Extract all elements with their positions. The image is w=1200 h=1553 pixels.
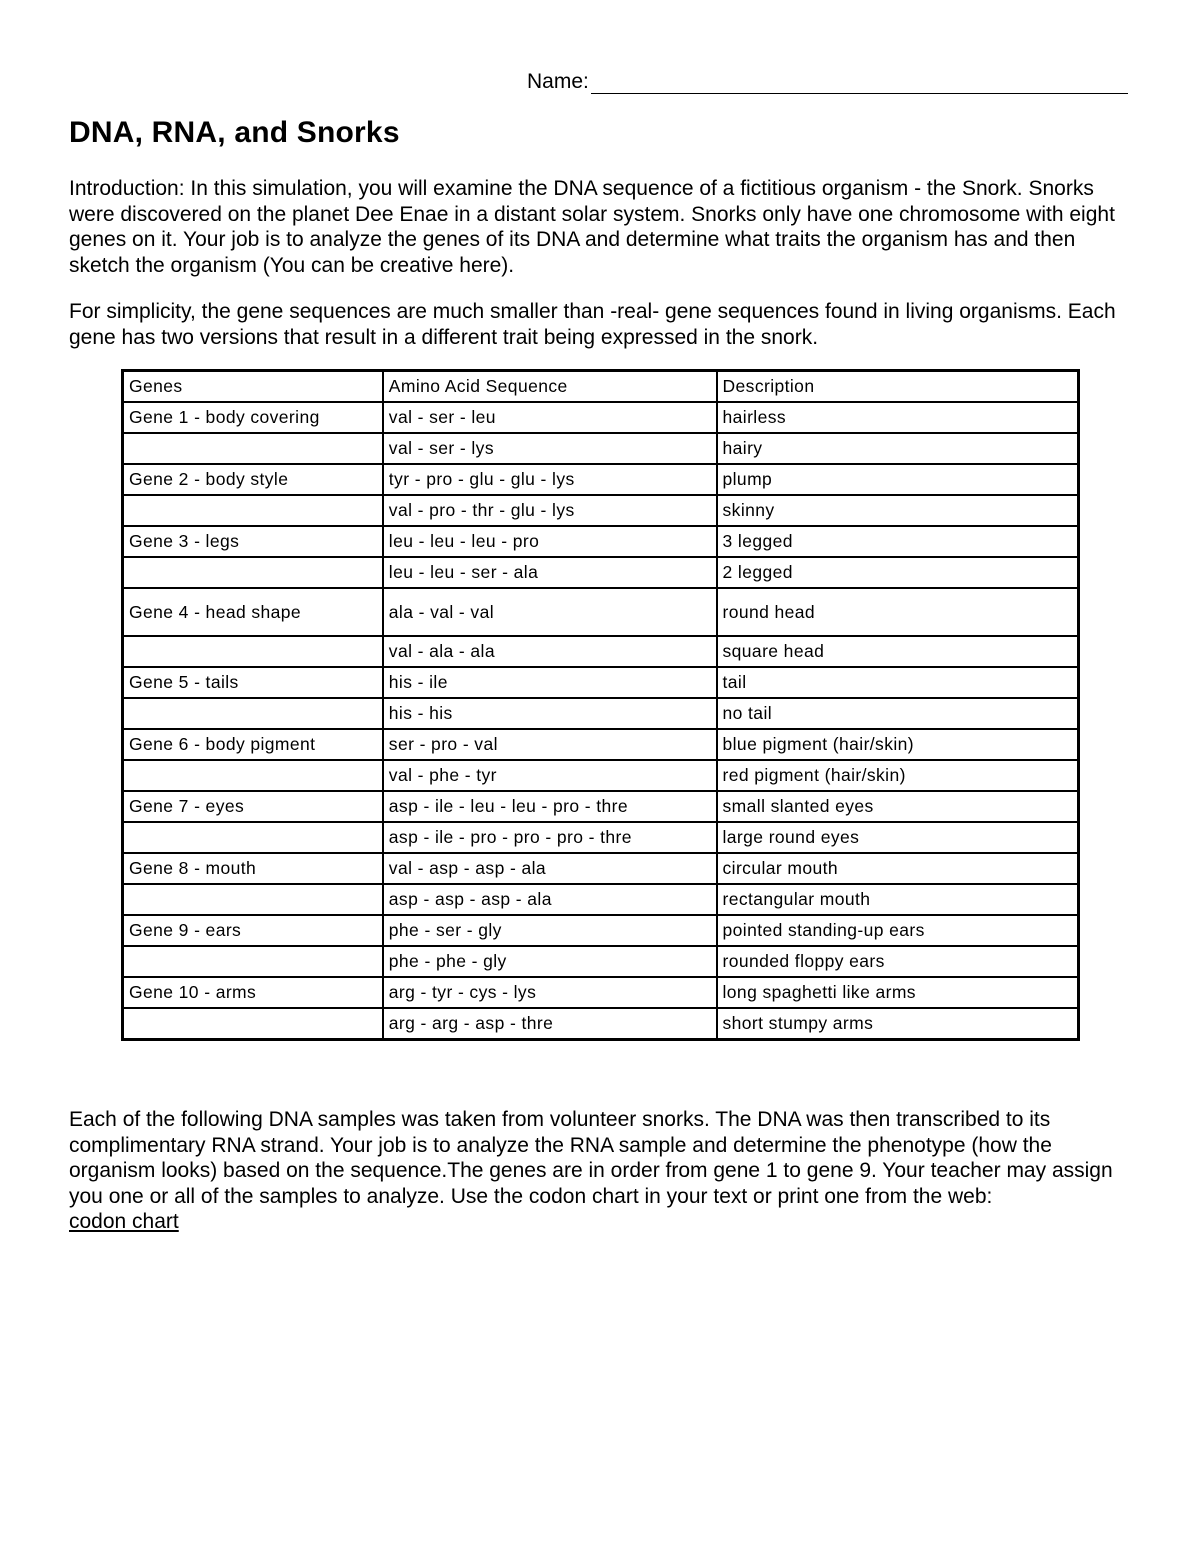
description-cell: plump — [717, 464, 1078, 495]
sequence-cell: his - ile — [383, 667, 717, 698]
gene-cell: Gene 10 - arms — [123, 977, 383, 1008]
sequence-cell: tyr - pro - glu - glu - lys — [383, 464, 717, 495]
gene-cell — [123, 495, 383, 526]
sequence-cell: val - pro - thr - glu - lys — [383, 495, 717, 526]
table-row — [123, 667, 1078, 698]
sequence-cell: leu - leu - leu - pro — [383, 526, 717, 557]
gene-cell — [123, 433, 383, 464]
sequence-cell: ser - pro - val — [383, 729, 717, 760]
table-row — [123, 698, 1078, 729]
sequence-cell: phe - ser - gly — [383, 915, 717, 946]
gene-cell: Gene 4 - head shape — [123, 588, 383, 636]
sequence-cell: leu - leu - ser - ala — [383, 557, 717, 588]
description-cell: square head — [717, 636, 1078, 667]
samples-text: Each of the following DNA samples was taken from volunteer snorks. The DNA was then transcribed to its complimentary RNA strand. Your job is to analyze the RNA sample and determine the phenotype (how the organism looks) based on the sequence.The genes are in order from gene 1 to gene 9. Your teacher may assign you one or all of the samples to analyze. Use the codon chart in your text or print one from the web: — [69, 1108, 1113, 1208]
description-cell: round head — [717, 588, 1078, 636]
gene-cell — [123, 760, 383, 791]
description-cell: hairy — [717, 433, 1078, 464]
name-label: Name: — [527, 70, 589, 93]
table-row — [123, 822, 1078, 853]
gene-cell: Gene 3 - legs — [123, 526, 383, 557]
codon-chart-link[interactable]: codon chart — [69, 1210, 179, 1233]
gene-cell — [123, 1008, 383, 1039]
gene-table — [121, 369, 1080, 1041]
gene-cell: Gene 7 - eyes — [123, 791, 383, 822]
description-cell: blue pigment (hair/skin) — [717, 729, 1078, 760]
table-row — [123, 760, 1078, 791]
description-cell: skinny — [717, 495, 1078, 526]
header-amino-acid-sequence: Amino Acid Sequence — [383, 371, 717, 402]
simplicity-paragraph: For simplicity, the gene sequences are much smaller than -real- gene sequences found in living organisms. Each gene has two versions that result in a different trait being expressed in the snork. — [69, 300, 1116, 349]
gene-cell: Gene 2 - body style — [123, 464, 383, 495]
table-row — [123, 464, 1078, 495]
description-cell: no tail — [717, 698, 1078, 729]
name-field — [527, 70, 1128, 94]
sequence-cell: val - ser - lys — [383, 433, 717, 464]
description-cell: large round eyes — [717, 822, 1078, 853]
table-row — [123, 977, 1078, 1008]
description-cell: short stumpy arms — [717, 1008, 1078, 1039]
description-cell: 2 legged — [717, 557, 1078, 588]
gene-cell — [123, 557, 383, 588]
description-cell: pointed standing-up ears — [717, 915, 1078, 946]
gene-cell: Gene 5 - tails — [123, 667, 383, 698]
gene-cell — [123, 698, 383, 729]
table-row — [123, 791, 1078, 822]
sequence-cell: his - his — [383, 698, 717, 729]
description-cell: circular mouth — [717, 853, 1078, 884]
table-row — [123, 636, 1078, 667]
sequence-cell: ala - val - val — [383, 588, 717, 636]
gene-cell: Gene 6 - body pigment — [123, 729, 383, 760]
gene-cell: Gene 9 - ears — [123, 915, 383, 946]
sequence-cell: asp - asp - asp - ala — [383, 884, 717, 915]
description-cell: rounded floppy ears — [717, 946, 1078, 977]
sequence-cell: arg - arg - asp - thre — [383, 1008, 717, 1039]
description-cell: tail — [717, 667, 1078, 698]
intro-paragraph: Introduction: In this simulation, you will examine the DNA sequence of a fictitious organism - the Snork. Snorks were discovered on the planet Dee Enae in a distant solar system. Snorks only have one chromosome with eight genes on it. Your job is to analyze the genes of its DNA and determine what traits the organism has and then sketch the organism (You can be creative here). — [69, 177, 1115, 277]
sequence-cell: val - ser - leu — [383, 402, 717, 433]
table-row — [123, 588, 1078, 636]
table-row — [123, 402, 1078, 433]
gene-cell — [123, 822, 383, 853]
sequence-cell: val - ala - ala — [383, 636, 717, 667]
description-cell: hairless — [717, 402, 1078, 433]
sequence-cell: val - asp - asp - ala — [383, 853, 717, 884]
table-row — [123, 1008, 1078, 1039]
samples-paragraph — [69, 1107, 1139, 1235]
table-row — [123, 557, 1078, 588]
table-row — [123, 884, 1078, 915]
table-row — [123, 495, 1078, 526]
sequence-cell: val - phe - tyr — [383, 760, 717, 791]
sequence-cell: asp - ile - pro - pro - pro - thre — [383, 822, 717, 853]
table-header-row — [123, 371, 1078, 402]
table-row — [123, 853, 1078, 884]
gene-cell — [123, 884, 383, 915]
table-row — [123, 526, 1078, 557]
gene-cell: Gene 1 - body covering — [123, 402, 383, 433]
header-description: Description — [717, 371, 1078, 402]
name-blank-line — [591, 72, 1128, 94]
sequence-cell: arg - tyr - cys - lys — [383, 977, 717, 1008]
page-title: DNA, RNA, and Snorks — [69, 116, 400, 149]
description-cell: red pigment (hair/skin) — [717, 760, 1078, 791]
sequence-cell: phe - phe - gly — [383, 946, 717, 977]
gene-cell — [123, 636, 383, 667]
description-cell: long spaghetti like arms — [717, 977, 1078, 1008]
header-genes: Genes — [123, 371, 383, 402]
table-row — [123, 433, 1078, 464]
gene-cell: Gene 8 - mouth — [123, 853, 383, 884]
table-row — [123, 946, 1078, 977]
description-cell: rectangular mouth — [717, 884, 1078, 915]
gene-cell — [123, 946, 383, 977]
description-cell: 3 legged — [717, 526, 1078, 557]
table-row — [123, 915, 1078, 946]
description-cell: small slanted eyes — [717, 791, 1078, 822]
sequence-cell: asp - ile - leu - leu - pro - thre — [383, 791, 717, 822]
table-row — [123, 729, 1078, 760]
